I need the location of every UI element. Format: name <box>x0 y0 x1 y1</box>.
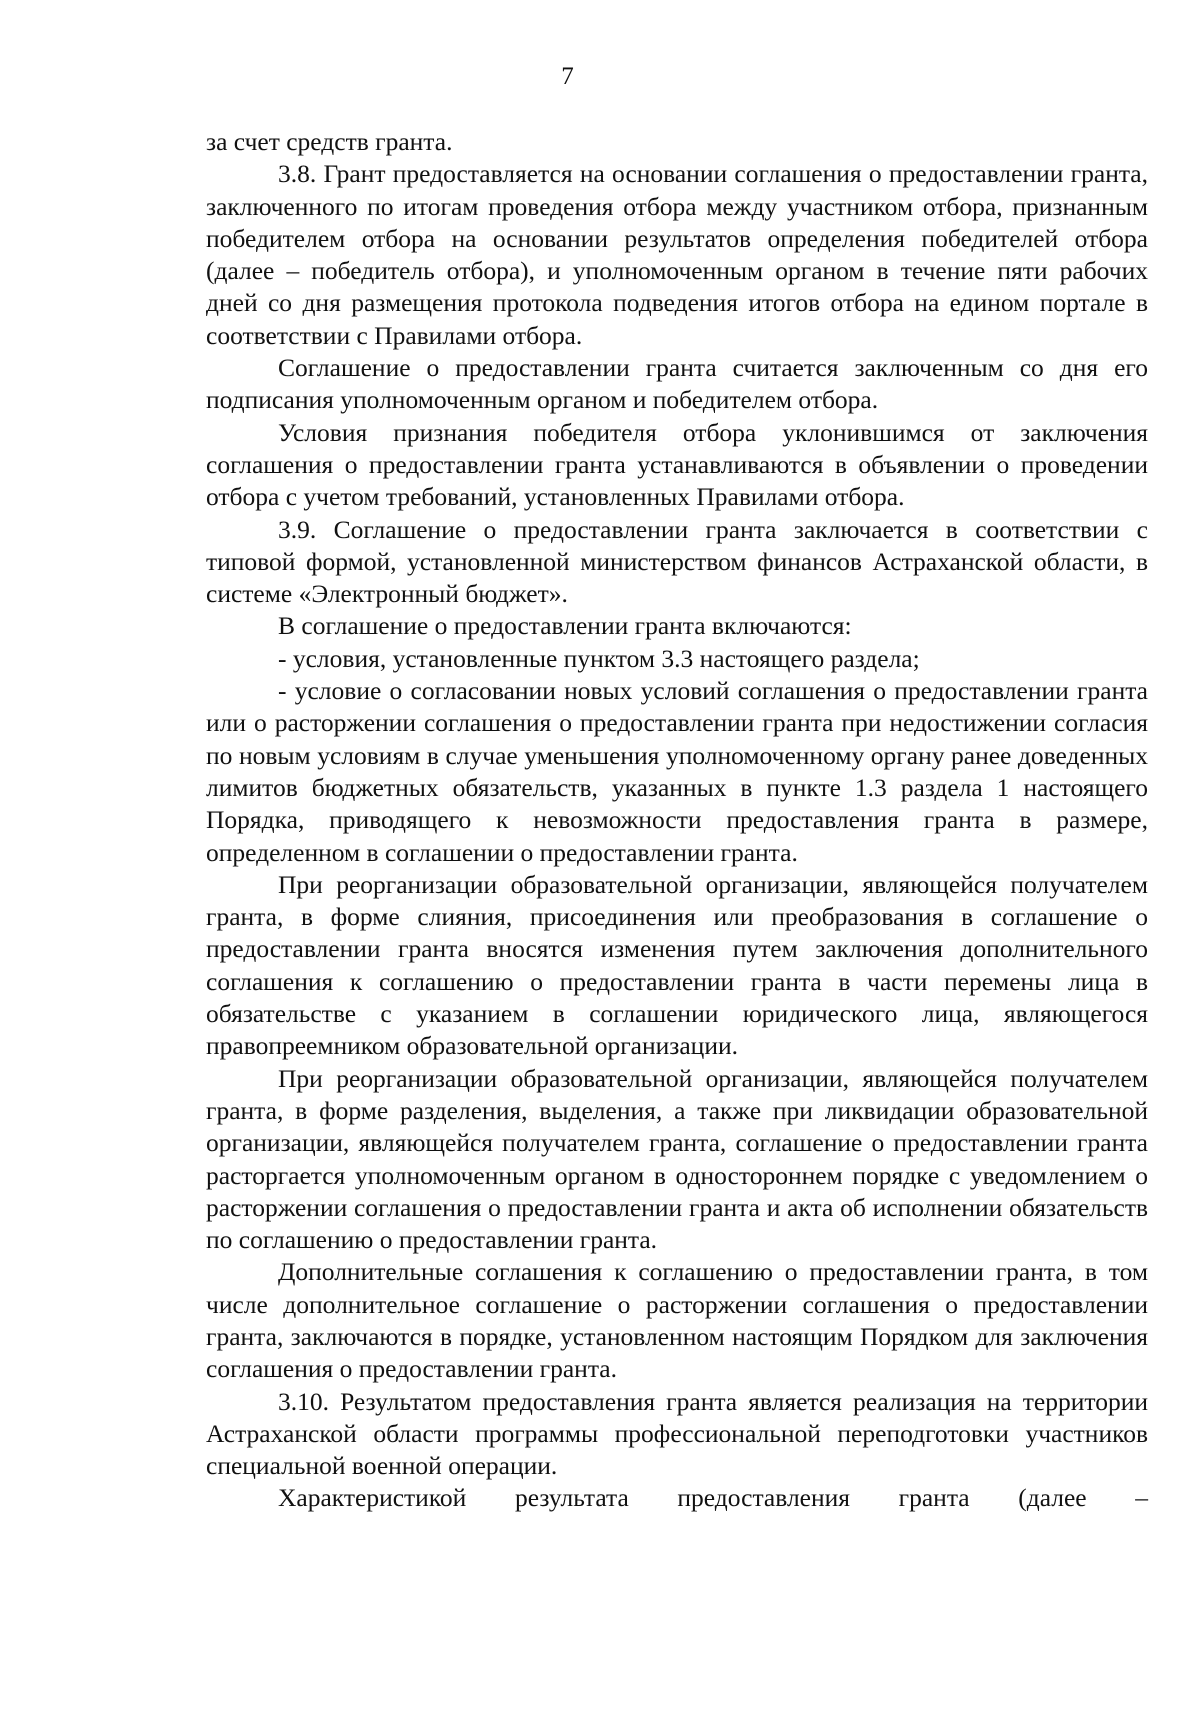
paragraph: за счет средств гранта. <box>206 127 453 156</box>
paragraph: 3.9. Соглашение о предоставлении гранта заключается в соответствии с типовой формой, установленной министерством финансов Астраханской области, в системе «Электронный бюджет». <box>206 514 1148 609</box>
paragraph: Дополнительные соглашения к соглашению о предоставлении гранта, в том числе дополнительное соглашение о расторжении соглашения о предоставлении гранта, заключаются в порядке, установленном настоящим Порядком для заключения соглашения о предоставлении гранта. <box>206 1257 1148 1384</box>
paragraph: 3.10. Результатом предоставления гранта является реализация на территории Астраханской области программы профессиональной переподготовки участников специальной военной операции. <box>206 1386 1148 1481</box>
paragraph: Характеристикой результата предоставления гранта (далее – <box>278 1483 1148 1513</box>
paragraph: Соглашение о предоставлении гранта считается заключенным со дня его подписания уполномоченным органом и победителем отбора. <box>206 353 1148 415</box>
paragraph: При реорганизации образовательной организации, являющейся получателем гранта, в форме слияния, присоединения или преобразования в соглашение о предоставлении гранта вносятся изменения путем заключения дополнительного соглашения к соглашению о предоставлении гранта в части перемены лица в обязательстве с указанием в соглашении юридического лица, являющегося правопреемником образовательной организации. <box>206 869 1148 1061</box>
document-body <box>206 126 1148 1515</box>
paragraph: - условие о согласовании новых условий соглашения о предоставлении гранта или о расторжении соглашения о предоставлении гранта при недостижении согласия по новым условиям в случае уменьшения уполномоченному органу ранее доведенных лимитов бюджетных обязательств, указанных в пункте 1.3 раздела 1 настоящего Порядка, приводящего к невозможности предоставления гранта в размере, определенном в соглашении о предоставлении гранта. <box>206 676 1148 867</box>
paragraph: - условия, установленные пунктом 3.3 настоящего раздела; <box>278 643 920 673</box>
page-number: 7 <box>561 63 574 90</box>
paragraph: 3.8. Грант предоставляется на основании соглашения о предоставлении гранта, заключенного по итогам проведения отбора между участником отбора, признанным победителем отбора на основании результатов определения победителей отбора (далее – победитель отбора), и уполномоченным органом в течение пяти рабочих дней со дня размещения протокола подведения итогов отбора на едином портале в соответствии с Правилами отбора. <box>206 159 1148 350</box>
paragraph: Условия признания победителя отбора уклонившимся от заключения соглашения о предоставлении гранта устанавливаются в объявлении о проведении отбора с учетом требований, установленных Правилами отбора. <box>206 417 1148 512</box>
paragraph: При реорганизации образовательной организации, являющейся получателем гранта, в форме разделения, выделения, а также при ликвидации образовательной организации, являющейся получателем гранта, соглашение о предоставлении гранта расторгается уполномоченным органом в одностороннем порядке с уведомлением о расторжении соглашения о предоставлении гранта и акта об исполнении обязательств по соглашению о предоставлении гранта. <box>206 1063 1148 1255</box>
paragraph: В соглашение о предоставлении гранта включаются: <box>278 611 852 641</box>
